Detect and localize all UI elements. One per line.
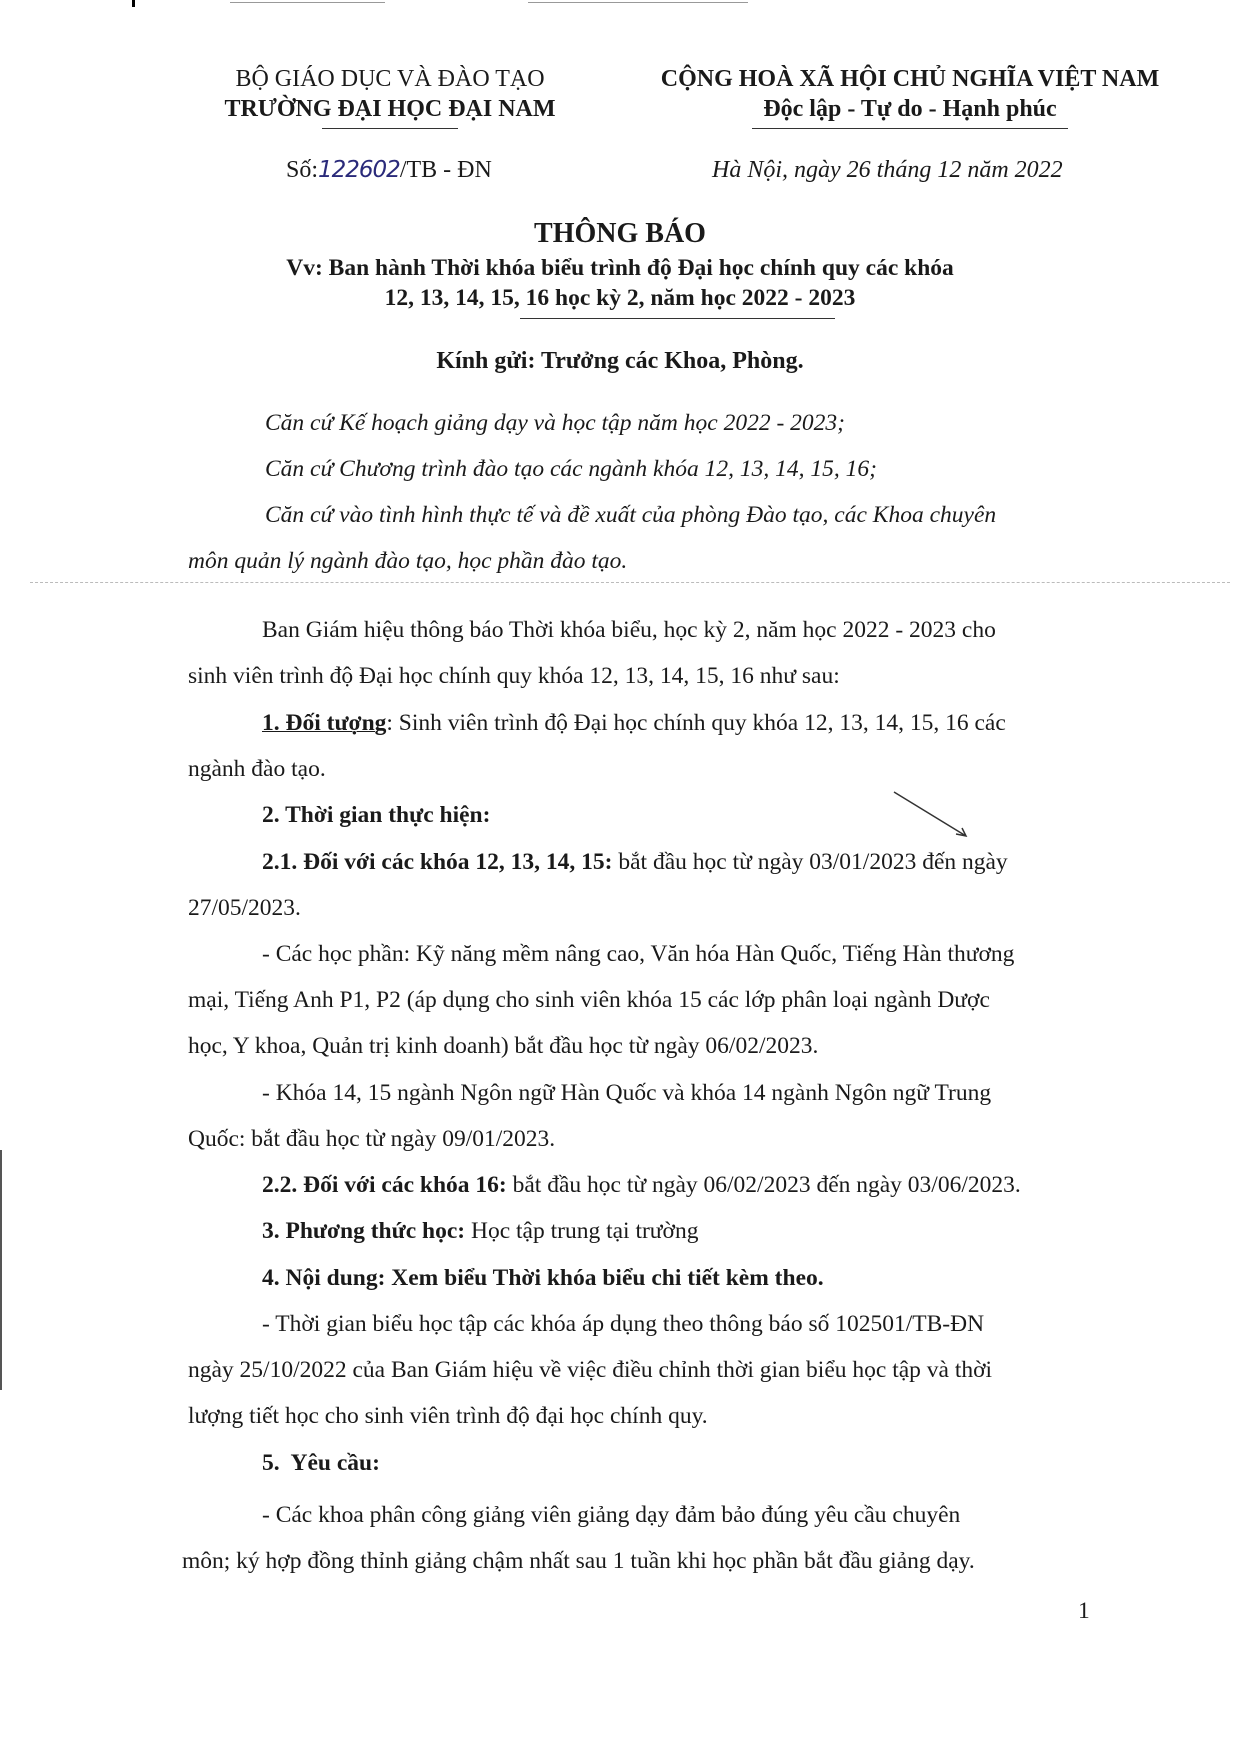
section-1-line-2: ngành đào tạo. [188, 756, 326, 782]
section-2-2-label: 2.2. Đối với các khóa 16: [262, 1172, 507, 1198]
section-2-1-bullet-2-line-1: - Khóa 14, 15 ngành Ngôn ngữ Hàn Quốc và khóa 14 ngành Ngôn ngữ Trung [262, 1080, 992, 1106]
section-2-2-line [262, 1170, 1021, 1200]
section-2-2-text: bắt đầu học từ ngày 06/02/2023 đến ngày 03/06/2023. [506, 1172, 1021, 1198]
scan-top-line-1 [230, 2, 385, 3]
subject-underline [520, 318, 835, 319]
basis-3-cont: môn quản lý ngành đào tạo, học phần đào tạo. [188, 548, 628, 574]
section-2-1-line-2: 27/05/2023. [188, 895, 301, 921]
section-2-1-text: bắt đầu học từ ngày 03/01/2023 đến ngày [612, 849, 1008, 875]
ministry-name: BỘ GIÁO DỤC VÀ ĐÀO TẠO [235, 66, 545, 92]
intro-line-2: sinh viên trình độ Đại học chính quy khóa 12, 13, 14, 15, 16 như sau: [188, 663, 840, 689]
section-5-bullet-line-1: - Các khoa phân công giảng viên giảng dạy đảm bảo đúng yêu cầu chuyên [262, 1502, 961, 1528]
university-underline [322, 128, 458, 129]
section-2-1-label: 2.1. Đối với các khóa 12, 13, 14, 15: [262, 849, 613, 875]
document-number [286, 155, 492, 185]
section-1-line-1 [262, 708, 1006, 738]
number-handwritten: 122602 [318, 157, 400, 183]
section-5-bullet-line-2: môn; ký hợp đồng thỉnh giảng chậm nhất sau 1 tuần khi học phần bắt đầu giảng dạy. [182, 1548, 975, 1574]
section-4-bullet-line-3: lượng tiết học cho sinh viên trình độ đại học chính quy. [188, 1403, 708, 1429]
country-name: CỘNG HOÀ XÃ HỘI CHỦ NGHĨA VIỆT NAM [660, 66, 1160, 92]
section-3-label: 3. Phương thức học: [262, 1218, 466, 1244]
page-number: 1 [1078, 1598, 1090, 1624]
basis-1: Căn cứ Kế hoạch giảng dạy và học tập năm học 2022 - 2023; [265, 410, 845, 436]
handwritten-arrow-mark [892, 788, 972, 844]
section-1-label: 1. Đối tượng [262, 710, 387, 736]
section-3-text: Học tập trung tại trường [465, 1218, 699, 1244]
section-1-text: : Sinh viên trình độ Đại học chính quy khóa 12, 13, 14, 15, 16 các [386, 710, 1006, 736]
subject-line-1: Vv: Ban hành Thời khóa biểu trình độ Đại học chính quy các khóa [286, 255, 954, 281]
basis-3: Căn cứ vào tình hình thực tế và đề xuất của phòng Đào tạo, các Khoa chuyên [265, 502, 997, 528]
section-2-1-line-1 [262, 847, 1008, 877]
scan-fold-line [30, 582, 1230, 583]
section-4-heading: 4. Nội dung: Xem biểu Thời khóa biểu chi tiết kèm theo. [262, 1265, 824, 1291]
subject-line-2: 12, 13, 14, 15, 16 học kỳ 2, năm học 2022 - 2023 [384, 285, 856, 311]
national-motto: Độc lập - Tự do - Hạnh phúc [763, 96, 1057, 122]
section-4-bullet-line-1: - Thời gian biểu học tập các khóa áp dụng theo thông báo số 102501/TB-ĐN [262, 1311, 985, 1337]
section-2-1-bullet-2-line-2: Quốc: bắt đầu học từ ngày 09/01/2023. [188, 1126, 556, 1152]
number-prefix: Số: [286, 157, 319, 183]
place-date: Hà Nội, ngày 26 tháng 12 năm 2022 [712, 157, 1063, 183]
scan-top-line-2 [528, 2, 748, 3]
section-2-1-bullet-1-line-3: học, Y khoa, Quản trị kinh doanh) bắt đầu học từ ngày 06/02/2023. [188, 1033, 819, 1059]
number-suffix: /TB - ĐN [399, 157, 492, 183]
basis-2: Căn cứ Chương trình đào tạo các ngành khóa 12, 13, 14, 15, 16; [265, 456, 877, 482]
scan-edge-left [0, 1150, 2, 1390]
section-5-heading: 5. Yêu cầu: [262, 1450, 380, 1476]
section-4-bullet-line-2: ngày 25/10/2022 của Ban Giám hiệu về việc điều chỉnh thời gian biểu học tập và thời [188, 1357, 993, 1383]
motto-underline [752, 128, 1068, 129]
intro-line-1: Ban Giám hiệu thông báo Thời khóa biểu, học kỳ 2, năm học 2022 - 2023 cho [262, 617, 996, 643]
university-name: TRƯỜNG ĐẠI HỌC ĐẠI NAM [224, 96, 556, 122]
recipient: Kính gửi: Trưởng các Khoa, Phòng. [436, 348, 804, 374]
section-2-heading: 2. Thời gian thực hiện: [262, 802, 491, 828]
section-2-1-bullet-1-line-1: - Các học phần: Kỹ năng mềm nâng cao, Văn hóa Hàn Quốc, Tiếng Hàn thương [262, 941, 1015, 967]
section-3-line [262, 1216, 698, 1246]
document-title: THÔNG BÁO [534, 218, 706, 249]
section-2-1-bullet-1-line-2: mại, Tiếng Anh P1, P2 (áp dụng cho sinh viên khóa 15 các lớp phân loại ngành Dược [188, 987, 990, 1013]
scan-mark-top [132, 0, 135, 7]
